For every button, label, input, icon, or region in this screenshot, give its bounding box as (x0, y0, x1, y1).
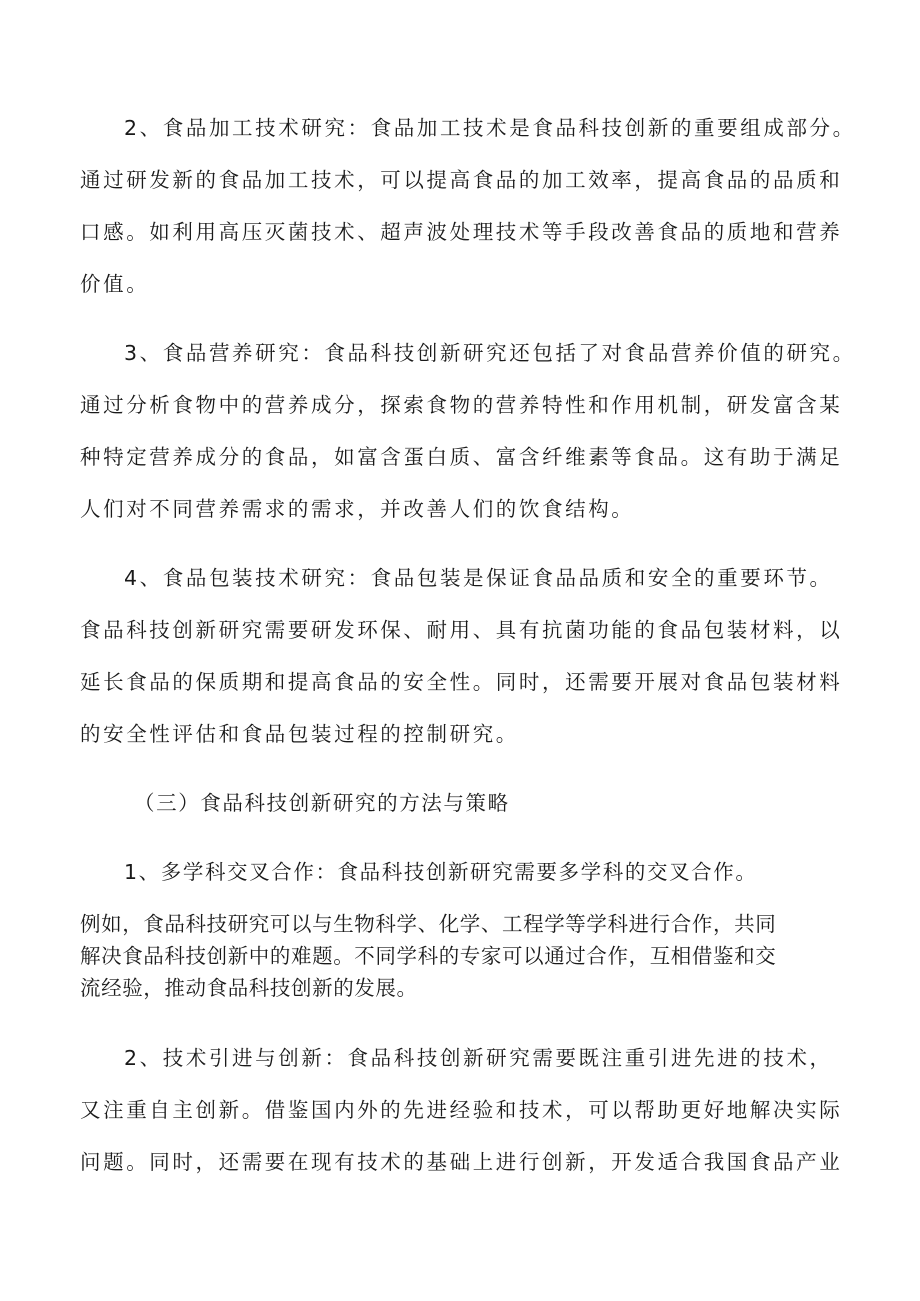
text-line: 的安全性评估和食品包装过程的控制研究。 (80, 722, 519, 746)
text-line: 解决食品科技创新中的难题。不同学科的专家可以通过合作，互相借鉴和交 (80, 944, 777, 968)
text-line: 3、食品营养研究：食品科技创新研究还包括了对食品营养价值的研究。 (124, 341, 856, 365)
text-line: 又注重自主创新。借鉴国内外的先进经验和技术，可以帮助更好地解决实际 (80, 1098, 843, 1122)
text-line: 例如，食品科技研究可以与生物科学、化学、工程学等学科进行合作，共同 (80, 912, 777, 936)
text-line: 流经验，推动食品科技创新的发展。 (80, 976, 418, 1000)
text-line: 种特定营养成分的食品，如富含蛋白质、富含纤维素等食品。这有助于满足 (80, 445, 843, 469)
text-line: 口感。如利用高压灭菌技术、超声波处理技术等手段改善食品的质地和营养 (80, 220, 843, 244)
text-line: 人们对不同营养需求的需求，并改善人们的饮食结构。 (80, 497, 635, 521)
text-line: 通过分析食物中的营养成分，探索食物的营养特性和作用机制，研发富含某 (80, 393, 843, 417)
text-line: 2、技术引进与创新：食品科技创新研究需要既注重引进先进的技术， (124, 1046, 833, 1070)
text-line: 价值。 (80, 272, 150, 296)
text-line: 2、食品加工技术研究：食品加工技术是食品科技创新的重要组成部分。 (124, 116, 856, 140)
section-heading: （三）食品科技创新研究的方法与策略 (134, 791, 510, 815)
text-line: 食品科技创新研究需要研发环保、耐用、具有抗菌功能的食品包装材料，以 (80, 618, 843, 642)
text-line: 1、多学科交叉合作：食品科技创新研究需要多学科的交叉合作。 (124, 860, 758, 884)
text-line: 延长食品的保质期和提高食品的安全性。同时，还需要开展对食品包装材料 (80, 670, 843, 694)
text-line: 通过研发新的食品加工技术，可以提高食品的加工效率，提高食品的品质和 (80, 168, 843, 192)
text-line: 4、食品包装技术研究：食品包装是保证食品品质和安全的重要环节。 (124, 566, 833, 590)
text-line: 问题。同时，还需要在现有技术的基础上进行创新，开发适合我国食品产业 (80, 1150, 843, 1174)
